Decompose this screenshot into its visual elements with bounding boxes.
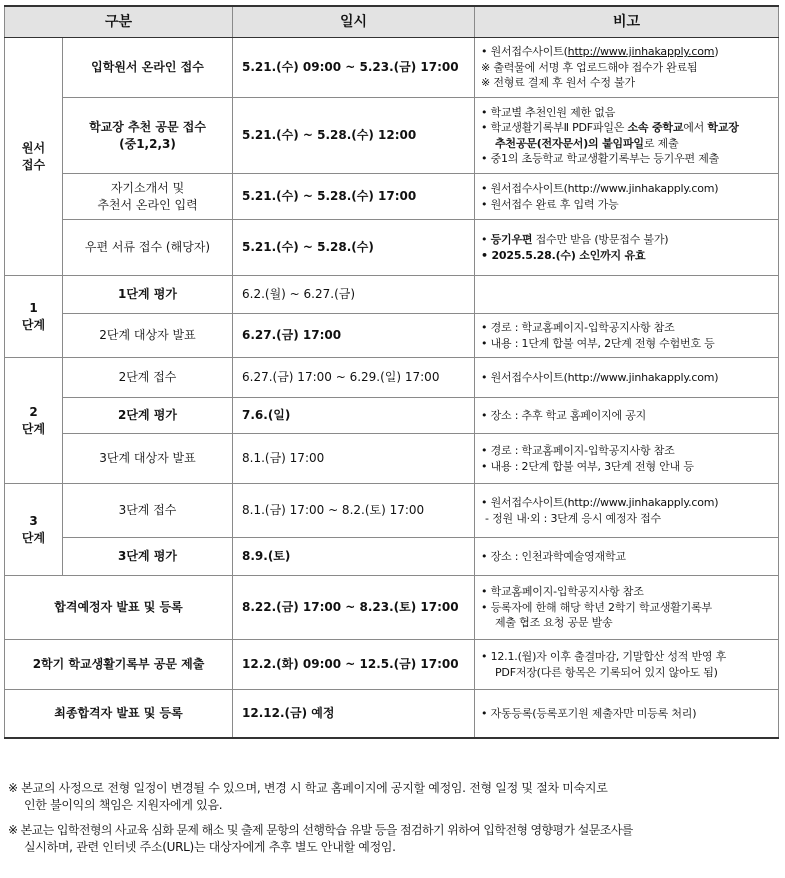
table-row bbox=[5, 538, 779, 576]
table-row bbox=[5, 174, 779, 220]
table-row bbox=[5, 220, 779, 276]
date-stage2-apply: 6.27.(금) 17:00 ~ 6.29.(일) 17:00 bbox=[233, 358, 475, 398]
item-stage2-announce: 2단계 대상자 발표 bbox=[63, 314, 233, 358]
date-stage3-eval: 8.9.(토) bbox=[233, 538, 475, 576]
item-stage3-apply: 3단계 접수 bbox=[63, 484, 233, 538]
note-prospective-admission: • 학교홈페이지-입학공지사항 참조 • 등록자에 한해 해당 학년 2학기 학교생활기록부 제출 협조 요청 공문 발송 bbox=[475, 576, 779, 640]
date-record-submission: 12.2.(화) 09:00 ~ 12.5.(금) 17:00 bbox=[233, 640, 475, 690]
schedule-table bbox=[4, 5, 779, 739]
date-stage3-apply: 8.1.(금) 17:00 ~ 8.2.(토) 17:00 bbox=[233, 484, 475, 538]
date-postal-documents: 5.21.(수) ~ 5.28.(수) bbox=[233, 220, 475, 276]
note-stage3-apply: • 원서접수사이트(http://www.jinhakapply.com) - 정원 내·외 : 3단계 응시 예정자 접수 bbox=[475, 484, 779, 538]
table-row bbox=[5, 640, 779, 690]
date-principal-recommendation: 5.21.(수) ~ 5.28.(수) 12:00 bbox=[233, 98, 475, 174]
table-row bbox=[5, 98, 779, 174]
item-stage2-eval: 2단계 평가 bbox=[63, 398, 233, 434]
item-stage2-apply: 2단계 접수 bbox=[63, 358, 233, 398]
item-final-admission: 최종합격자 발표 및 등록 bbox=[5, 690, 233, 738]
note-postal-documents: • 등기우편 접수만 받음 (방문접수 불가) • 2025.5.28.(수) 소인까지 유효 bbox=[475, 220, 779, 276]
date-prospective-admission: 8.22.(금) 17:00 ~ 8.23.(토) 17:00 bbox=[233, 576, 475, 640]
note-principal-recommendation: • 학교별 추천인원 제한 없음 • 학교생활기록부Ⅱ PDF파일은 소속 중학교에서 학교장 추천공문(전자문서)의 붙임파일로 제출 • 중1의 초등학교 학교생활기록부는 등기우편 제출 bbox=[475, 98, 779, 174]
item-postal-documents: 우편 서류 접수 (해당자) bbox=[63, 220, 233, 276]
note-record-submission: • 12.1.(월)자 이후 출결마감, 기말합산 성적 반영 후 PDF저장(다른 항목은 기록되어 있지 않아도 됨) bbox=[475, 640, 779, 690]
table-row bbox=[5, 38, 779, 98]
date-stage2-announce: 6.27.(금) 17:00 bbox=[233, 314, 475, 358]
item-prospective-admission: 합격예정자 발표 및 등록 bbox=[5, 576, 233, 640]
table-row bbox=[5, 690, 779, 738]
note-final-admission: • 자동등록(등록포기원 제출자만 미등록 처리) bbox=[475, 690, 779, 738]
table-row bbox=[5, 358, 779, 398]
item-stage1-eval: 1단계 평가 bbox=[63, 276, 233, 314]
table-row bbox=[5, 576, 779, 640]
note-stage3-announce: • 경로 : 학교홈페이지-입학공지사항 참조 • 내용 : 2단계 합불 여부, 3단계 전형 안내 등 bbox=[475, 434, 779, 484]
table-row bbox=[5, 434, 779, 484]
note-self-intro-input: • 원서접수사이트(http://www.jinhakapply.com) • 원서접수 완료 후 입력 가능 bbox=[475, 174, 779, 220]
table-row bbox=[5, 398, 779, 434]
footnote-schedule-change: ※ 본교의 사정으로 전형 일정이 변경될 수 있으며, 변경 시 학교 홈페이지에 공지할 예정임. 전형 일정 및 절차 미숙지로 인한 불이익의 책임은 지원자에게 있음. bbox=[8, 781, 608, 812]
group-stage1: 1 단계 bbox=[5, 276, 63, 358]
note-online-application: • 원서접수사이트(http://www.jinhakapply.com) ※ 출력물에 서명 후 업로드해야 접수가 완료됨 ※ 전형료 결제 후 원서 수정 불가 bbox=[475, 38, 779, 98]
apply-site-link[interactable]: http://www.jinhakapply.com bbox=[567, 45, 715, 59]
note-stage2-eval: • 장소 : 추후 학교 홈페이지에 공지 bbox=[475, 398, 779, 434]
item-online-application: 입학원서 온라인 접수 bbox=[63, 38, 233, 98]
table-row bbox=[5, 314, 779, 358]
group-stage2: 2 단계 bbox=[5, 358, 63, 484]
header-category: 구분 bbox=[5, 6, 233, 38]
item-principal-recommendation: 학교장 추천 공문 접수 (중1,2,3) bbox=[63, 98, 233, 174]
item-self-intro-input: 자기소개서 및 추천서 온라인 입력 bbox=[63, 174, 233, 220]
note-stage2-apply: • 원서접수사이트(http://www.jinhakapply.com) bbox=[475, 358, 779, 398]
group-stage3: 3 단계 bbox=[5, 484, 63, 576]
date-online-application: 5.21.(수) 09:00 ~ 5.23.(금) 17:00 bbox=[233, 38, 475, 98]
item-record-submission: 2학기 학교생활기록부 공문 제출 bbox=[5, 640, 233, 690]
date-stage1-eval: 6.2.(월) ~ 6.27.(금) bbox=[233, 276, 475, 314]
item-stage3-eval: 3단계 평가 bbox=[63, 538, 233, 576]
date-stage2-eval: 7.6.(일) bbox=[233, 398, 475, 434]
item-stage3-announce: 3단계 대상자 발표 bbox=[63, 434, 233, 484]
note-stage1-eval bbox=[475, 276, 779, 314]
header-date: 일시 bbox=[233, 6, 475, 38]
date-stage3-announce: 8.1.(금) 17:00 bbox=[233, 434, 475, 484]
date-final-admission: 12.12.(금) 예정 bbox=[233, 690, 475, 738]
table-row bbox=[5, 484, 779, 538]
table-row bbox=[5, 276, 779, 314]
group-application: 원서 접수 bbox=[5, 38, 63, 276]
date-self-intro-input: 5.21.(수) ~ 5.28.(수) 17:00 bbox=[233, 174, 475, 220]
footnote-impact-survey: ※ 본교는 입학전형의 사교육 심화 문제 해소 및 출제 문항의 선행학습 유발 등을 점검하기 위하여 입학전형 영향평가 설문조사를 실시하며, 관련 인터넷 주소(URL)는 대상자에게 추후 별도 안내할 예정임. bbox=[8, 823, 633, 854]
header-remarks: 비고 bbox=[475, 6, 779, 38]
table-header-row bbox=[5, 6, 779, 38]
note-stage2-announce: • 경로 : 학교홈페이지-입학공지사항 참조 • 내용 : 1단계 합불 여부, 2단계 전형 수험번호 등 bbox=[475, 314, 779, 358]
note-stage3-eval: • 장소 : 인천과학예술영재학교 bbox=[475, 538, 779, 576]
